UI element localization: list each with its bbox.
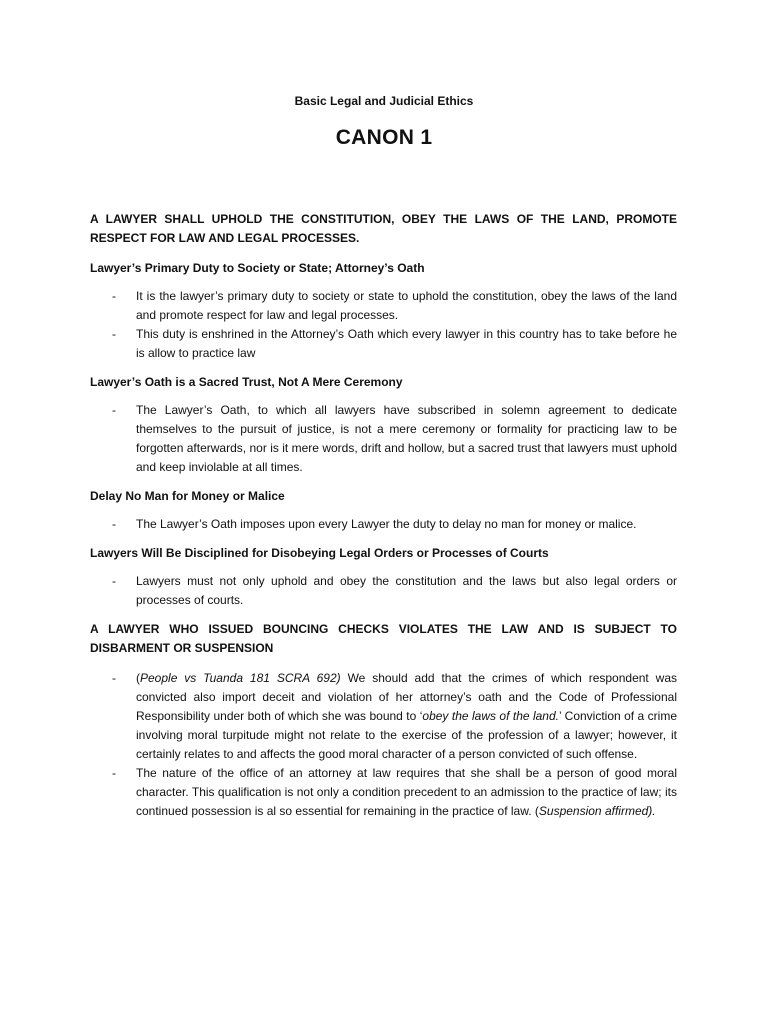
list-item-text: Lawyers must not only uphold and obey the constitution and the laws but also legal orders or processes of courts. [136, 574, 677, 607]
list-bouncing-checks [90, 669, 677, 821]
document-body [90, 210, 677, 831]
list-item-text: We should add that the crimes of which respondent was convicted also import deceit and violation of her attorney’s oath and the Code of Professional Responsibility under both of which she was bound to ‘ [136, 671, 678, 723]
list-item-text: This duty is enshrined in the Attorney’s Oath which every lawyer in this country has to take before he is allow to practice law [136, 327, 677, 360]
bullet-dash: - [112, 574, 116, 588]
bullet-dash: - [112, 766, 116, 780]
quoted-phrase: obey the laws of the land. [422, 709, 559, 723]
section-heading-delay: Delay No Man for Money or Malice [90, 489, 285, 503]
open-paren: ( [136, 671, 140, 685]
canon-title: CANON 1 [335, 126, 433, 149]
bullet-dash: - [112, 671, 116, 685]
section-heading-bouncing-checks: A LAWYER WHO ISSUED BOUNCING CHECKS VIOLATES THE LAW AND IS SUBJECT TO DISBARMENT OR SUSPENSION [90, 622, 677, 655]
list-delay [90, 515, 677, 534]
document-subject-header: Basic Legal and Judicial Ethics [294, 94, 474, 108]
bullet-dash: - [112, 289, 116, 303]
section-heading-primary-duty: Lawyer’s Primary Duty to Society or State; Attorney’s Oath [90, 261, 425, 275]
list-item-text: The nature of the office of an attorney at law requires that she shall be a person of good moral character. This qualification is not only a condition precedent to an admission to the practice of law; its continued possession is al so essential for remaining in the practice of law. ( [136, 766, 677, 818]
list-item [90, 572, 677, 610]
list-item [90, 669, 677, 764]
bullet-dash: - [112, 517, 116, 531]
list-item [90, 287, 677, 325]
list-item [90, 515, 677, 534]
section-heading-sacred-trust: Lawyer’s Oath is a Sacred Trust, Not A Mere Ceremony [90, 375, 403, 389]
list-item [90, 401, 677, 477]
list-item [90, 764, 677, 821]
list-item [90, 325, 677, 363]
section-heading-disciplined: Lawyers Will Be Disciplined for Disobeying Legal Orders or Processes of Courts [90, 546, 549, 560]
list-disciplined [90, 572, 677, 610]
list-item-text: The Lawyer’s Oath imposes upon every Lawyer the duty to delay no man for money or malice. [136, 517, 637, 531]
list-item-text: The Lawyer’s Oath, to which all lawyers have subscribed in solemn agreement to dedicate themselves to the pursuit of justice, is not a mere ceremony or formality for practicing law to be forgotten afterwards, nor is it mere words, drift and hollow, but a sacred trust that lawyers must uphold and keep inviolable at all times. [136, 403, 677, 474]
bullet-dash: - [112, 403, 116, 417]
case-citation: People vs Tuanda 181 SCRA 692) [140, 671, 341, 685]
bullet-dash: - [112, 327, 116, 341]
list-sacred-trust [90, 401, 677, 477]
ruling-text: Suspension affirmed). [538, 804, 656, 818]
list-item-text: ’ Conviction of a crime involving moral turpitude might not relate to the exercise of the profession of a lawyer; however, it certainly relates to and affects the good moral character of a person convicted of such offense. [136, 709, 677, 761]
list-primary-duty [90, 287, 677, 363]
list-item-text: It is the lawyer’s primary duty to society or state to uphold the constitution, obey the laws of the land and promote respect for law and legal processes. [136, 289, 677, 322]
canon-main-heading: A LAWYER SHALL UPHOLD THE CONSTITUTION, OBEY THE LAWS OF THE LAND, PROMOTE RESPECT FOR LAW AND LEGAL PROCESSES. [90, 212, 677, 245]
